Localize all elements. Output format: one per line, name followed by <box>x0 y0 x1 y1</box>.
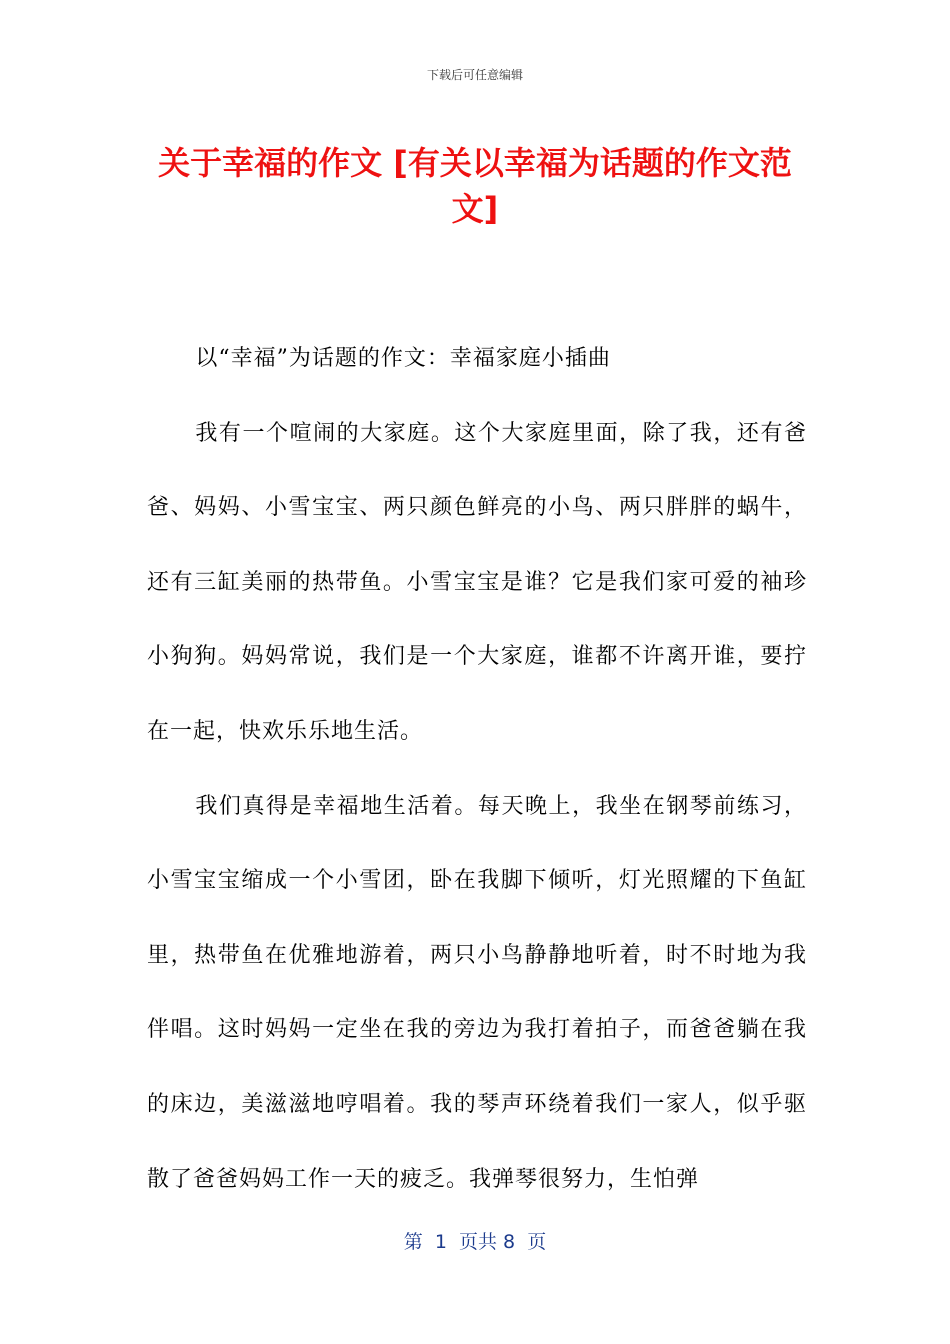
header-note: 下载后可任意编辑 <box>426 68 523 82</box>
paragraph: 我有一个喧闹的大家庭。这个大家庭里面，除了我，还有爸爸、妈妈、小雪宝宝、两只颜色鲜亮的小鸟、两只胖胖的蜗牛，还有三缸美丽的热带鱼。小雪宝宝是谁？它是我们家可爱的袖珍小狗狗。妈妈常说，我们是一个大家庭，谁都不许离开谁，要拧在一起，快欢乐乐地生活。 <box>147 420 807 744</box>
document-title: 关于幸福的作文 [有关以幸福为话题的作文范文] <box>158 144 792 228</box>
paragraph: 我们真得是幸福地生活着。每天晚上，我坐在钢琴前练习，小雪宝宝缩成一个小雪团，卧在我脚下倾听，灯光照耀的下鱼缸里，热带鱼在优雅地游着，两只小鸟静静地听着，时不时地为我伴唱。这时妈妈一定坐在我的旁边为我打着拍子，而爸爸躺在我的床边，美滋滋地哼唱着。我的琴声环绕着我们一家人，似乎驱散了爸爸妈妈工作一天的疲乏。我弹琴很努力，生怕弹 <box>147 793 807 1192</box>
document-body <box>147 322 807 1217</box>
page-footer: 第 1 页共 8 页 <box>403 1231 547 1253</box>
paragraph-subtitle: 以“幸福”为话题的作文：幸福家庭小插曲 <box>195 346 611 371</box>
